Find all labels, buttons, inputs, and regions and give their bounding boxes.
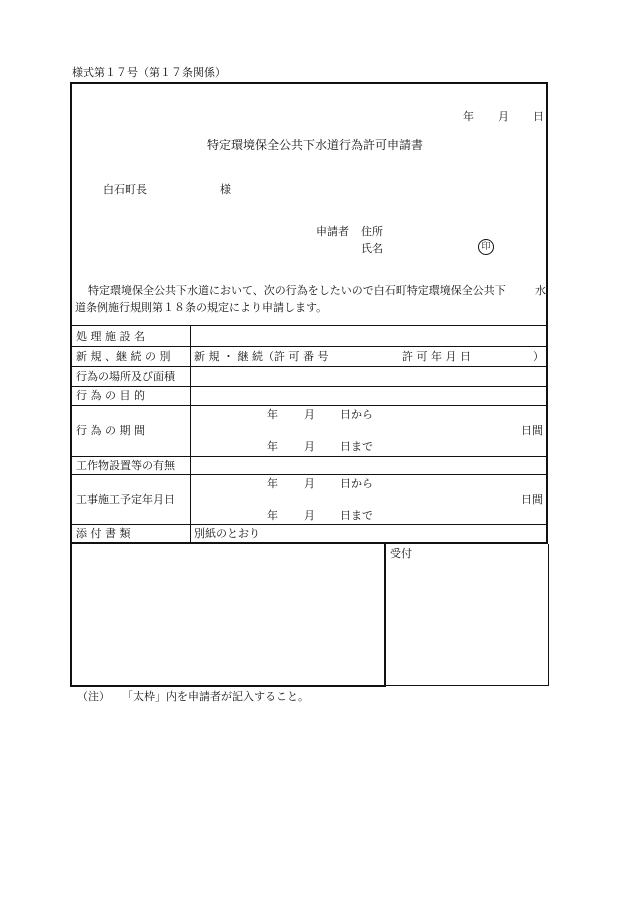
period-days: 日間 bbox=[521, 424, 543, 437]
row-label-new-continue: 新 規 、継 続 の 別 bbox=[76, 350, 171, 363]
applicant-label: 申請者 bbox=[316, 225, 349, 238]
table-rule bbox=[70, 346, 548, 347]
addressee-honorific: 様 bbox=[220, 183, 231, 196]
table-rule bbox=[70, 386, 548, 387]
table-rule bbox=[70, 474, 548, 475]
statement-line-2: 道条例施行規則第１８条の規定により申請します。 bbox=[75, 301, 328, 314]
statement-line-1-end: 水 bbox=[535, 284, 546, 297]
row-label-facility: 処 理 施 設 名 bbox=[76, 330, 145, 343]
row-label-location-area: 行為の場所及び面積 bbox=[76, 370, 175, 383]
row-label-structure: 工作物設置等の有無 bbox=[76, 459, 175, 472]
construction-to-month: 月 bbox=[304, 509, 315, 522]
table-column-divider bbox=[190, 325, 191, 544]
applicant-name-label: 氏名 bbox=[361, 242, 383, 255]
row-value-permit-date-label: 許 可 年 月 日 bbox=[402, 350, 471, 363]
receipt-box-bottom-border bbox=[385, 685, 549, 686]
note-text: 「太枠」内を申請者が記入すること。 bbox=[122, 690, 309, 703]
receipt-box-right-border bbox=[548, 544, 549, 686]
period-from-year: 年 bbox=[267, 408, 278, 421]
table-rule bbox=[70, 366, 548, 367]
construction-to-day: 日まで bbox=[340, 509, 373, 522]
period-from-month: 月 bbox=[304, 408, 315, 421]
date-month-label: 月 bbox=[498, 110, 509, 123]
period-to-year: 年 bbox=[267, 440, 278, 453]
form-number-label: 様式第１７号（第１７条関係） bbox=[72, 66, 226, 79]
table-rule bbox=[70, 524, 548, 525]
table-rule bbox=[70, 456, 548, 457]
row-value-attachments: 別紙のとおり bbox=[194, 527, 260, 540]
seal-mark: 印 bbox=[478, 239, 494, 255]
row-value-close-paren: ） bbox=[533, 350, 544, 363]
table-rule bbox=[70, 405, 548, 406]
construction-from-day: 日から bbox=[340, 477, 373, 490]
form-title: 特定環境保全公共下水道行為許可申請書 bbox=[207, 138, 424, 152]
construction-to-year: 年 bbox=[267, 509, 278, 522]
row-label-purpose: 行 為 の 目 的 bbox=[76, 389, 145, 402]
date-year-label: 年 bbox=[463, 110, 474, 123]
table-top-rule bbox=[70, 325, 548, 326]
addressee-name: 白石町長 bbox=[103, 183, 147, 196]
period-to-day: 日まで bbox=[340, 440, 373, 453]
construction-from-month: 月 bbox=[304, 477, 315, 490]
construction-from-year: 年 bbox=[267, 477, 278, 490]
date-day-label: 日 bbox=[533, 110, 544, 123]
lower-box-left-border bbox=[70, 544, 72, 686]
note-prefix: （注） bbox=[77, 690, 110, 703]
construction-days: 日間 bbox=[521, 493, 543, 506]
period-to-month: 月 bbox=[304, 440, 315, 453]
statement-line-1: 特定環境保全公共下水道において、次の行為をしたいので白石町特定環境保全公共下 bbox=[88, 284, 506, 297]
receipt-label: 受付 bbox=[390, 547, 412, 560]
row-value-new-continue[interactable]: 新 規 ・ 継 続（許 可 番 号 bbox=[194, 350, 329, 363]
lower-box-right-border bbox=[384, 544, 386, 686]
row-label-construction-date: 工事施工予定年月日 bbox=[76, 493, 175, 506]
applicant-address-label: 住所 bbox=[361, 225, 383, 238]
period-from-day: 日から bbox=[340, 408, 373, 421]
lower-box-bottom-border bbox=[70, 685, 386, 687]
row-label-period: 行 為 の 期 間 bbox=[76, 424, 145, 437]
row-label-attachments: 添 付 書 類 bbox=[76, 527, 131, 540]
